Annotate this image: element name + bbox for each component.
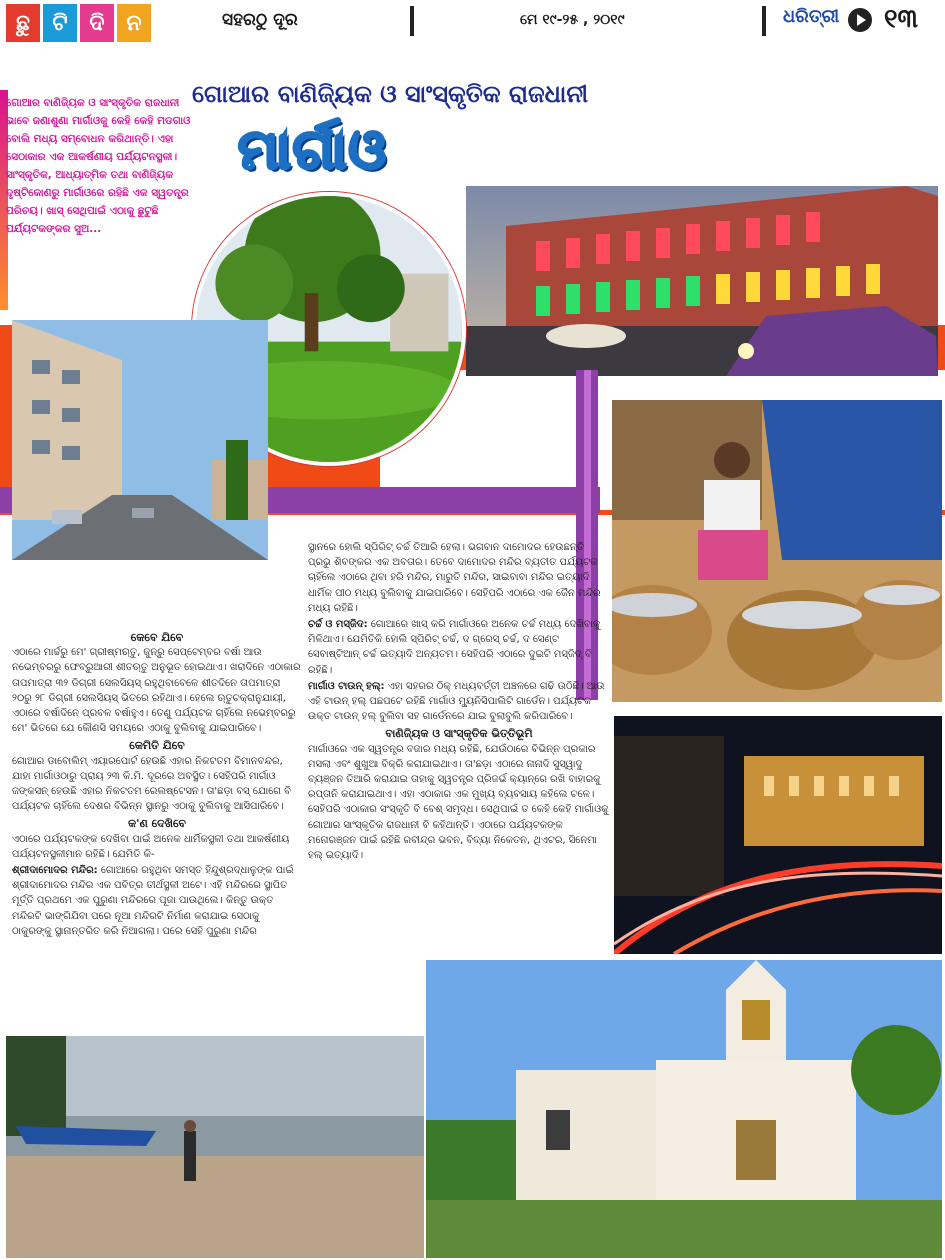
issue-date: ମେ ୧୯-୨୫ , ୨୦୧୯: [520, 12, 625, 28]
temple-label: ଶ୍ରୀଦାମୋଦର ମନ୍ଦିର:: [12, 865, 98, 877]
paragraph-how: ଗୋଆର ଡାବୋଲିମ୍ ଏୟାରପୋର୍ଟ ହେଉଛି ଏହାର ନିକଟତମ ବିମାନବନ୍ଦର, ଯାହା ମାର୍ଗାଓଠାରୁ ପ୍ରାୟ ୨୩ କି.ମି. ଦୂରରେ ଅବସ୍ଥିତ। ସେହିପରି ମାର୍ଗାଓ ଜଙ୍କସନ୍ ହେଉଛି ଏହାର ନିକଟତମ ରେଲଷ୍ଟେସନ। ତା'ଛଡ଼ା ବସ୍ ଯୋଗେ ବି ପର୍ଯ୍ୟଟକ ଚାହିଁଲେ ଦେଶର ବିଭିନ୍ନ ସ୍ଥାନରୁ ଏଠାକୁ ବୁଲିବାକୁ ଆସିପାରିବେ।: [12, 755, 291, 813]
townhall-label: ମାର୍ଗାଓ ଟାଉନ୍ ହଲ୍:: [308, 680, 385, 692]
beach-photo: [6, 1036, 424, 1258]
church-label: ଚର୍ଚ୍ଚ ଓ ମସ୍ଜିଦ:: [308, 619, 368, 631]
paragraph-when: ଏଠାରେ ମାର୍ଚ୍ଚରୁ ମେ' ଗ୍ରୀଷ୍ମଋତୁ, ଜୁନ୍‌ରୁ ସେପ୍ଟେମ୍ବର ବର୍ଷା ଆଉ ନଭେମ୍ବରରୁ ଫେବ୍ରୁଆରୀ ଶୀତଋତୁ ଅନୁଭୂତ ହୋଇଥାଏ। ଖରାଦିନେ ଏଠାକାର ତାପମାତ୍ରା ୩୨ ଡିଗ୍ରୀ ସେଲସିୟସ୍ ରହୁଥିବାବେଳେ ଶୀତଦିନେ ତାପମାତ୍ରା ୨୦ରୁ ୨୮ ଡିଗ୍ରୀ ସେଲସିୟସ୍ ଭିତରେ ରହିଥାଏ। ହେଲେ ଋତୁଚକ୍ରାନୁଯାୟୀ, ଏଠାରେ ବର୍ଷାଦିନେ ପ୍ରବଳ ବର୍ଷାହୁଏ। ତେଣୁ ପର୍ଯ୍ୟଟକ ଚାହିଁଲେ ନଭେମ୍ବରରୁ ମେ' ଭିତରେ ଯେ କୌଣସି ସମୟରେ ଏଠାକୁ ବୁଲିବାକୁ ଯାଇପାରିବେ।: [12, 647, 301, 735]
page-header: [0, 0, 945, 46]
temple-body: ଗୋଆରେ ରହୁଥିବା ସମସ୍ତ ହିନ୍ଦୁଶ୍ରଦ୍ଧାଳୁଙ୍କ ପାଇଁ ଶ୍ରୀଦାମୋଦର ମନ୍ଦିର ଏକ ପବିତ୍ର ତୀର୍ଥସ୍ଥଳୀ ଅଟେ। ଏହି ମନ୍ଦିରରେ ସ୍ଥାପିତ ମୂର୍ତ୍ତି ପ୍ରଥମେ ଏକ ପୁରୁଣା ମନ୍ଦିରରେ ପୂଜା ପାଉଥିଲେ। କିନ୍ତୁ ଉକ୍ତ ମନ୍ଦିରଟି ଭାଙ୍ଗିଯିବା ପରେ ନୂଆ ମନ୍ଦିରଟି ନିର୍ମାଣ କରାଯାଇ ସେଠାକୁ ଠାକୁରଙ୍କୁ ସ୍ଥାନାନ୍ତରିତ କରି ନିଆଗଲା। ପରେ ସେହି ପୁରୁଣା ମନ୍ଦିର: [12, 865, 294, 937]
subheading-when: କେବେ ଯିବେ: [130, 631, 184, 644]
play-icon: [848, 8, 872, 32]
article-left-column: [12, 628, 302, 940]
townhall-body: ଏହା ସହରର ଠିକ୍ ମଧ୍ୟବର୍ତ୍ତୀ ଅଞ୍ଚଳରେ ଗଢି ଉଠିଛି। ଆଉ ଏହି ଟାଉନ୍ ହଲ୍ ପଛପଟେ ରହିଛି ମାର୍ଗାଓ ମ୍ୟୁନିସିପାଲିଟି ଗାର୍ଡେନ। ପର୍ଯ୍ୟଟକ ଉକ୍ତ ଟାଉନ୍ ହଲ୍ ବୁଲିବା ସହ ଗାର୍ଡେନରେ ଯାଇ ବୁଲାବୁଲି କରିପାରିବେ।: [308, 680, 605, 723]
subheading-how: କେମିତି ଯିବେ: [129, 739, 185, 753]
subheading-what: କ'ଣ ଦେଖିବେ: [128, 817, 186, 831]
masthead-tile: ନ: [117, 4, 151, 42]
church-photo: [426, 960, 942, 1258]
header-divider: [762, 6, 766, 36]
masthead: [6, 4, 151, 42]
market-building-photo: [466, 186, 938, 376]
paragraph-what: ଏଠାରେ ପର୍ଯ୍ୟଟକଙ୍କ ଦେଖିବା ପାଇଁ ଅନେକ ଧାର୍ମିକସ୍ଥଳୀ ତଥା ଆକର୍ଷଣୀୟ ପର୍ଯ୍ୟଟନସ୍ଥଳୀମାନ ରହିଛି। ଯେମିତି କି-: [12, 833, 290, 860]
article-middle-column: [308, 540, 610, 864]
lead-paragraph: ଗୋଆର ବାଣିଜ୍ୟିକ ଓ ସାଂସ୍କୃତିକ ରାଜଧାନୀ ଭାବେ ଜଣାଶୁଣା ମାର୍ଗାଓକୁ କେହି କେହି ମଡଗାଓ ବୋଲି ମଧ୍ୟ ସମ୍ବୋଧନ କରିଥାନ୍ତି। ଏହା ସେଠାକାର ଏକ ଆକର୍ଷଣୀୟ ପର୍ଯ୍ୟଟନସ୍ଥଳୀ। ସାଂସ୍କୃତିକ, ଆଧ୍ୟାତ୍ମିକ ତଥା ବାଣିଜ୍ୟିକ ଦୃଷ୍ଟିକୋଣରୁ ମାର୍ଗାଓରେ ରହିଛି ଏକ ସ୍ୱତନ୍ତ୍ର ପରିଚୟ। ଖାସ୍ ସେଥିପାଇଁ ଏଠାକୁ ଛୁଟୁଛି ପର୍ଯ୍ୟଟକଙ୍କର ସୁଅ...: [6, 97, 191, 235]
street-photo: [12, 320, 268, 560]
section-name: ସହରଠୁ ଦୂର: [222, 10, 298, 30]
paragraph-temple-continued: ସ୍ଥାନରେ ହୋଲି ସ୍ପିରିଟ୍ ଚର୍ଚ୍ଚ ତିଆରି ହେଲା। ଭଗବାନ ଦାମୋଦର ହେଉଛନ୍ତି ପ୍ରଭୁ ଶିବଙ୍କର ଏକ ଅବତାର। ତେବେ ଦାମୋଦର ମନ୍ଦିର ବ୍ୟତୀତ ପର୍ଯ୍ୟଟକ ଚାହିଁଲେ ଏଠାରେ ଥିବା ହରି ମନ୍ଦିର, ମାରୁତି ମନ୍ଦିର, ସାଇବାବା ମନ୍ଦିର ଇତ୍ୟାଦି ଧାର୍ମିକ ପୀଠ ମଧ୍ୟ ବୁଲିବାକୁ ଯାଇପାରିବେ। ସେହିପରି ଏଠାରେ ଏକ ଜୈନ ମନ୍ଦିର ମଧ୍ୟ ରହିଛି।: [308, 542, 601, 614]
town-hall-night-photo: [614, 716, 942, 954]
page-title: ମାର୍ଗାଓ: [238, 118, 388, 181]
paragraph-townhall: [308, 679, 610, 725]
subheading-heritage: ବାଣିଜ୍ୟିକ ଓ ସାଂସ୍କୃତିକ ଭିତ୍ତିଭୂମି: [385, 727, 533, 741]
masthead-tile: ଛୁ: [6, 4, 40, 42]
paragraph-church: [308, 617, 610, 678]
masthead-tile: ଦି: [80, 4, 114, 42]
headline: ଗୋଆର ବାଣିଜ୍ୟିକ ଓ ସାଂସ୍କୃତିକ ରାଜଧାନୀ: [192, 80, 589, 108]
brand-logo: ଧରିତ୍ରୀ: [783, 6, 840, 27]
fish-market-photo: [612, 400, 942, 702]
paragraph-temple: [12, 863, 302, 939]
paragraph-heritage: ମାର୍ଗାଓରେ ଏକ ସ୍ୱତନ୍ତ୍ର ବଜାର ମଧ୍ୟ ରହିଛି, ଯେଉଁଠାରେ ବିଭିନ୍ନ ପ୍ରକାର ମସଲା ଏବଂ ଶୁଖୁଆ ବିକ୍ରି କରାଯାଇଥାଏ। ତା'ଛଡ଼ା ଏଠାରେ ନାନାଦି ସୁସ୍ୱାଦୁ ବ୍ୟଞ୍ଜନ ତିଆରି କରାଯାଇ ତାହାକୁ ସ୍ୱତନ୍ତ୍ର ପ୍ରିଜର୍ଭ କ୍ୟାନ୍‌ରେ ରଖି ବାହାରକୁ ରପ୍ତାନି କରାଯାଇଥାଏ। ଏହା ଏଠାକାର ଏକ ମୁଖ୍ୟ ବ୍ୟବସାୟ କହିଲେ ଚଳେ। ସେହିପରି ଏଠାକାର ସଂସ୍କୃତି ବି ବେଶ୍ ସମୃଦ୍ଧ। ସେଥିପାଇଁ ତ କେହି କେହି ମାର୍ଗାଓକୁ ଗୋଆର ସାଂସ୍କୃତିକ ରାଜଧାନୀ ବି କହିଥାନ୍ତି। ଏଠାରେ ପର୍ଯ୍ୟଟକଙ୍କ ମନୋରଞ୍ଜନ ପାଇଁ ରହିଛି ରବୀନ୍ଦ୍ର ଭବନ, ବିଦ୍ୟା ନିକେତନ, ଥିଏଟର, ସିନେମା ହଲ୍ ଇତ୍ୟାଦି।: [308, 743, 609, 862]
page-number: ୧୩: [884, 4, 918, 34]
church-body: ଗୋଆରେ ଖାସ୍ କରି ମାର୍ଗାଓରେ ଅନେକ ଚର୍ଚ୍ଚ ମଧ୍ୟ ଦେଖିବାକୁ ମିଳିଥାଏ। ଯେମିତିକି ହୋଲି ସ୍ପିରିଟ୍ ଚର୍ଚ୍ଚ, ଦ ଗ୍ରେସ୍ ଚର୍ଚ୍ଚ, ଦ ସେଣ୍ଟ ସେବାଷ୍ଟିଆନ୍ ଚର୍ଚ୍ଚ ଇତ୍ୟାଦି ଅନ୍ୟତମ। ସେହିପରି ଏଠାରେ ଦୁଇଟି ମସ୍ଜିଦ୍ ବି ରହିଛି।: [308, 619, 601, 676]
masthead-tile: ଟି: [43, 4, 77, 42]
header-divider: [410, 6, 414, 36]
